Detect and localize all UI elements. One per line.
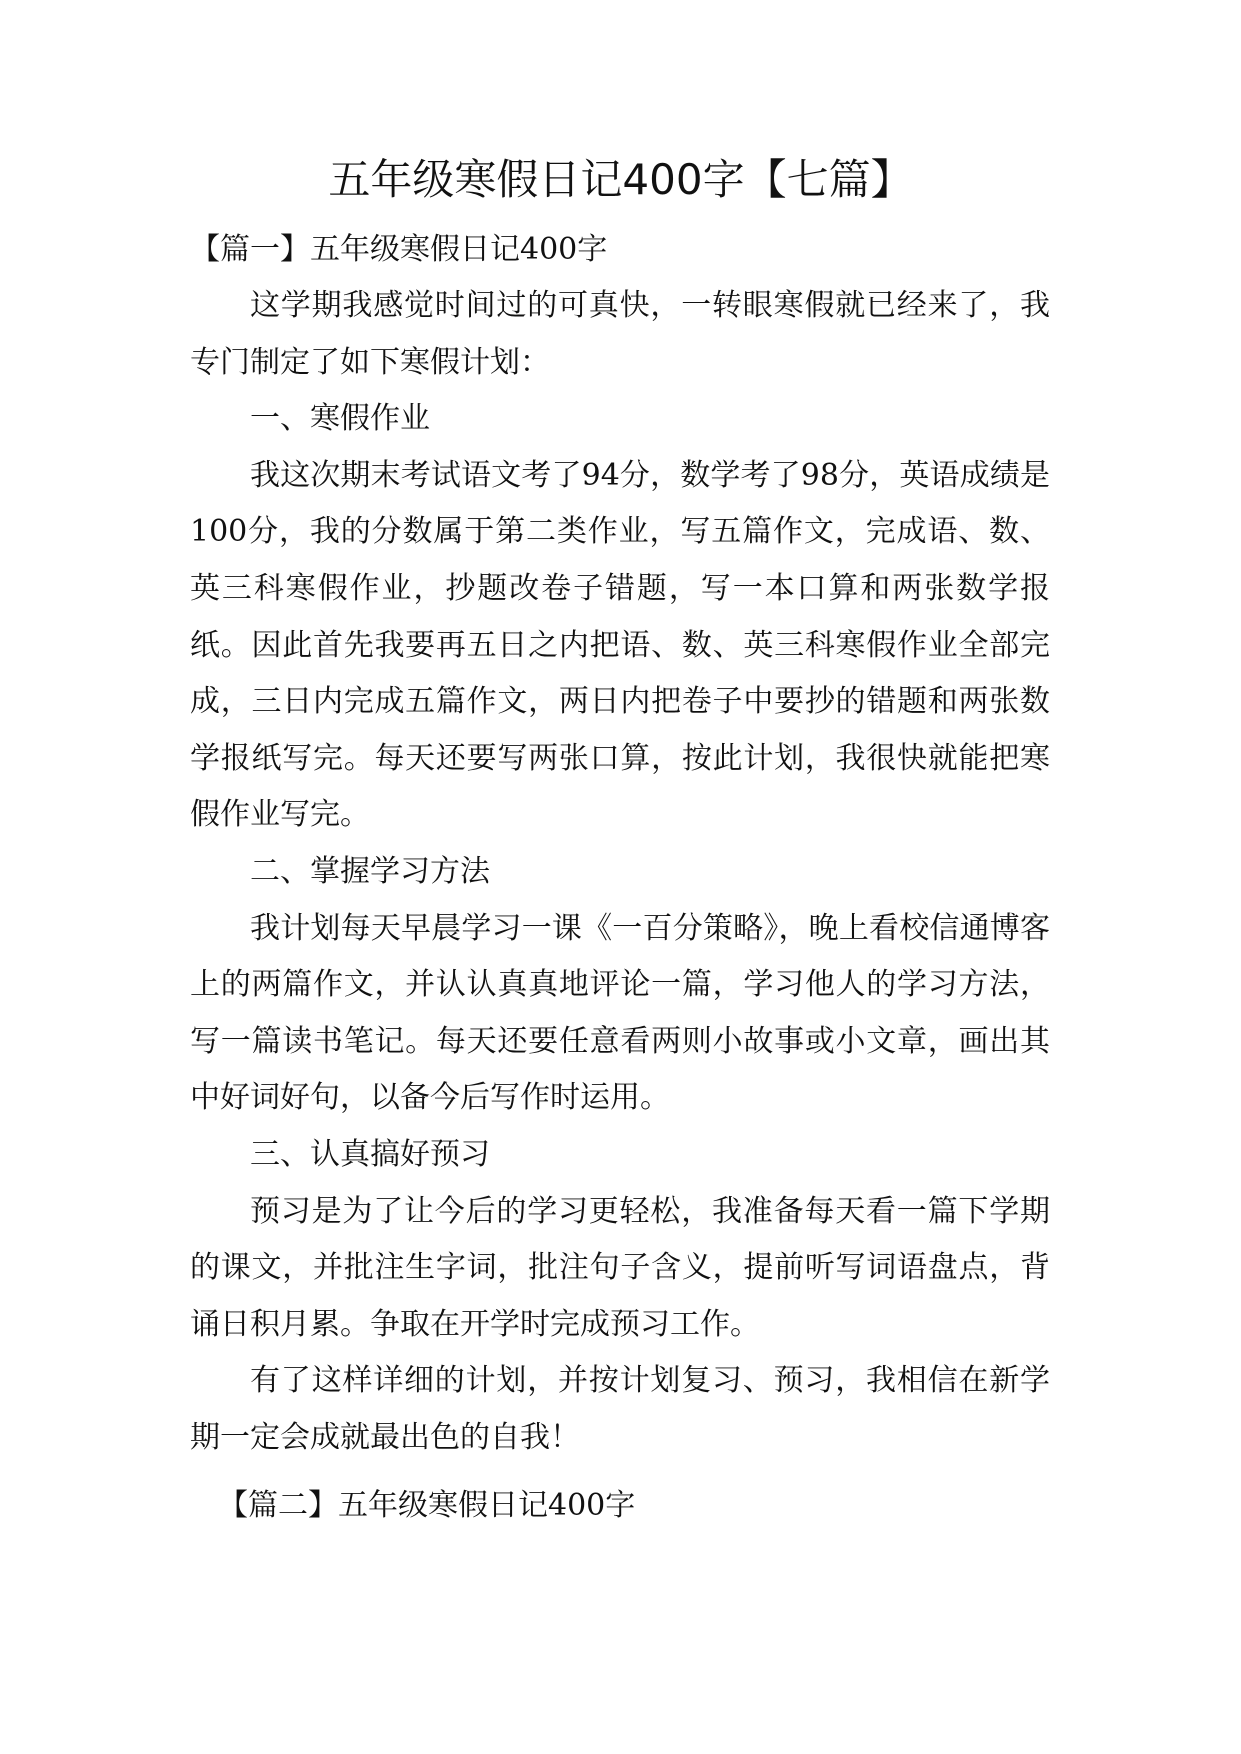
section-heading-1: 【篇一】五年级寒假日记400字 [190, 232, 608, 267]
subheading-preview: 三、认真搞好预习 [250, 1136, 490, 1172]
paragraph-study-method: 我计划每天早晨学习一课《一百分策略》，晚上看校信通博客上的两篇作文，并认认真真地评论一篇，学习他人的学习方法，写一篇读书笔记。每天还要任意看两则小故事或小文章，画出其中好词好句，以备今后写作时运用。 [190, 910, 1050, 1116]
paragraph-conclusion: 有了这样详细的计划，并按计划复习、预习，我相信在新学期一定会成就最出色的自我！ [190, 1363, 1050, 1455]
paragraph-preview: 预习是为了让今后的学习更轻松，我准备每天看一篇下学期的课文，并批注生字词，批注句子含义，提前听写词语盘点，背诵日积月累。争取在开学时完成预习工作。 [190, 1193, 1050, 1342]
paragraph-intro: 这学期我感觉时间过的可真快，一转眼寒假就已经来了，我专门制定了如下寒假计划： [190, 288, 1050, 380]
paragraph-homework: 我这次期末考试语文考了94分，数学考了98分，英语成绩是100分，我的分数属于第二类作业，写五篇作文，完成语、数、英三科寒假作业，抄题改卷子错题，写一本口算和两张数学报纸。因此首先我要再五日之内把语、数、英三科寒假作业全部完成，三日内完成五篇作文，两日内把卷子中要抄的错题和两张数学报纸写完。每天还要写两张口算，按此计划，我很快就能把寒假作业写完。 [190, 457, 1050, 833]
document-title: 五年级寒假日记400字【七篇】 [328, 155, 913, 204]
subheading-study-method: 二、掌握学习方法 [250, 853, 490, 889]
subheading-homework: 一、寒假作业 [250, 401, 430, 437]
section-1-body [190, 278, 1050, 1466]
section-heading-2: 【篇二】五年级寒假日记400字 [218, 1488, 636, 1523]
